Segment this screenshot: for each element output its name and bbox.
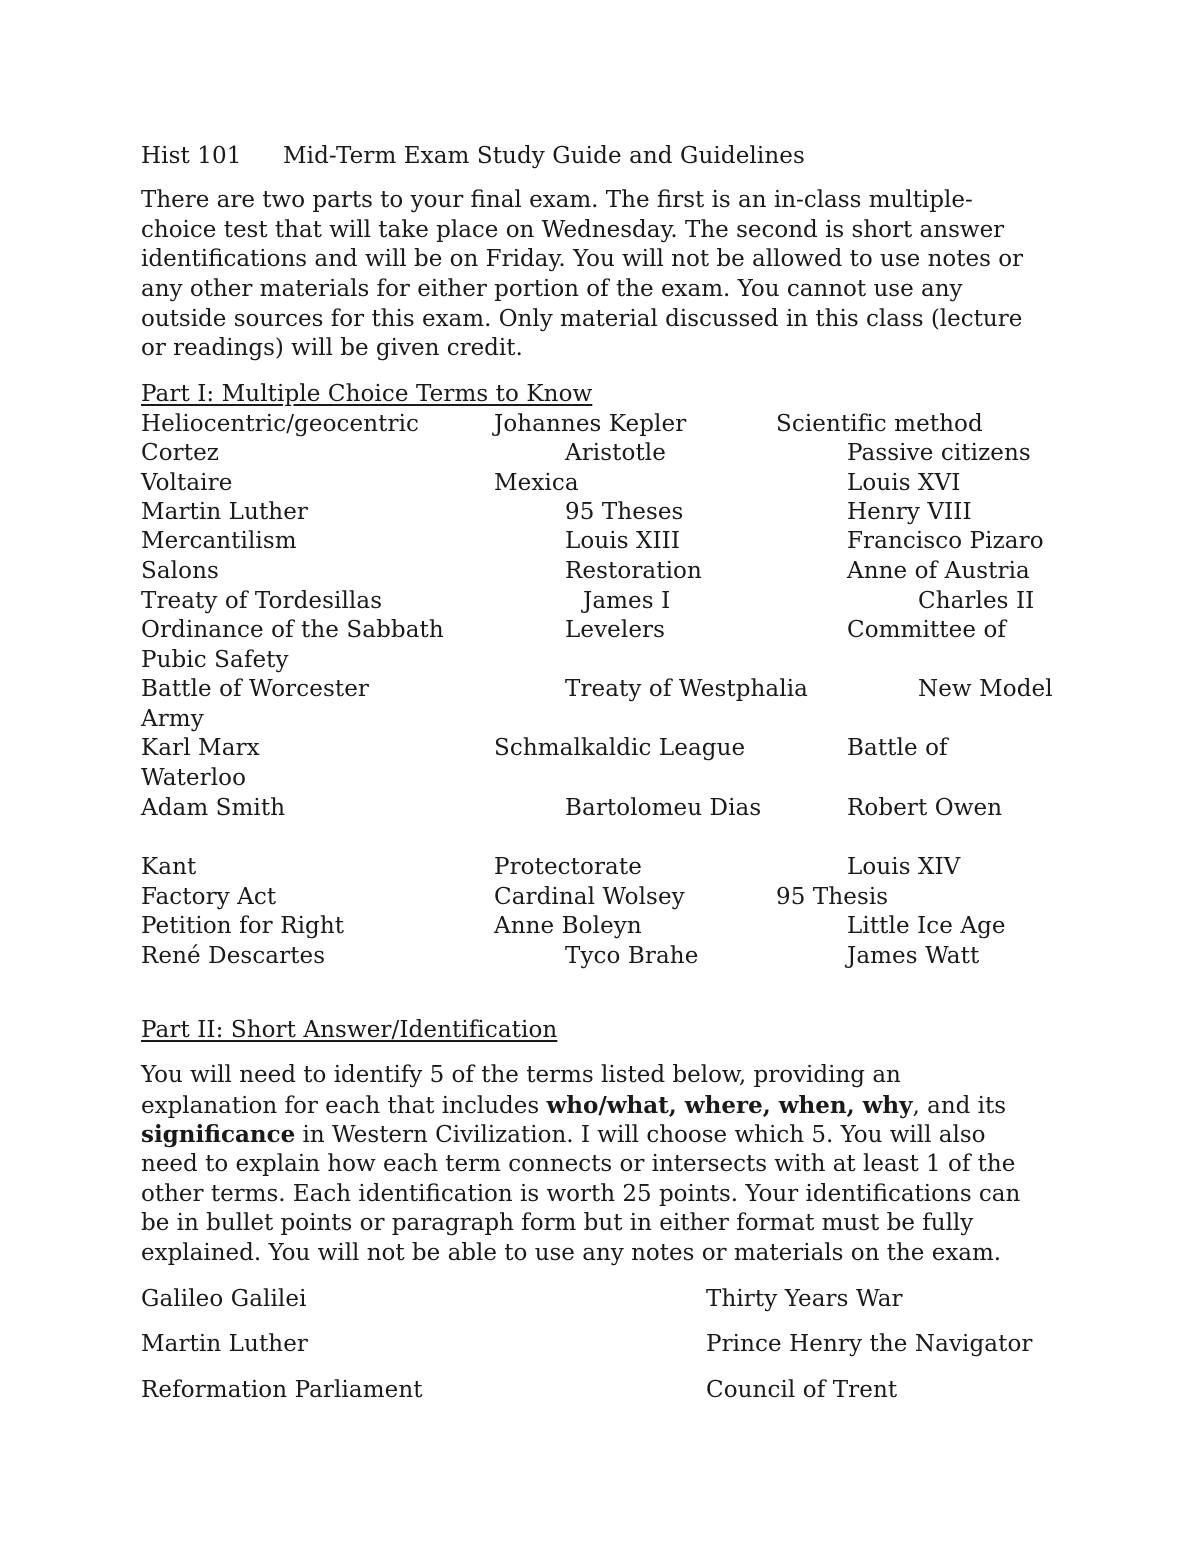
intro-paragraph <box>141 186 1023 364</box>
instruction-emphasis: who/what, where, when, why <box>546 1091 913 1119</box>
term: Little Ice Age <box>847 913 1006 939</box>
instruction-line: You will need to identify 5 of the terms listed below, providing an <box>141 1062 901 1088</box>
term: Adam Smith <box>141 795 286 821</box>
instruction-line: other terms. Each identification is worth 25 points. Your identifications can <box>141 1180 1021 1207</box>
term: Anne of Austria <box>847 558 1030 584</box>
term: James Watt <box>847 943 980 969</box>
term: Heliocentric/geocentric <box>141 411 420 437</box>
term: Mercantilism <box>141 528 297 554</box>
term: 95 Theses <box>565 499 684 525</box>
term: Charles II <box>918 588 1035 614</box>
term: Tyco Brahe <box>565 943 699 969</box>
term: Cortez <box>141 440 220 466</box>
instruction-line: explained. You will not be able to use any notes or materials on the exam. <box>141 1240 1002 1267</box>
term: Battle of <box>847 735 948 761</box>
term: Johannes Kepler <box>494 411 687 437</box>
term: Schmalkaldic League <box>494 735 746 761</box>
instruction-emphasis: significance <box>141 1121 296 1149</box>
term: 95 Thesis <box>776 884 889 910</box>
term: Aristotle <box>565 440 666 466</box>
term: Passive citizens <box>847 440 1031 466</box>
document-title: Mid-Term Exam Study Guide and Guidelines <box>283 143 805 169</box>
term: Henry VIII <box>847 499 972 525</box>
term: Restoration <box>565 558 702 584</box>
term: Salons <box>141 558 219 584</box>
term: Army <box>141 706 204 732</box>
term: Anne Boleyn <box>494 913 642 939</box>
instruction-text: , and its <box>912 1092 1007 1119</box>
instruction-line <box>141 1091 1020 1121</box>
term: Voltaire <box>141 470 233 496</box>
term: Martin Luther <box>141 499 309 525</box>
term: Petition for Right <box>141 913 345 939</box>
term: René Descartes <box>141 943 326 969</box>
term: Factory Act <box>141 884 277 910</box>
id-term: Thirty Years War <box>706 1286 903 1312</box>
instruction-line: need to explain how each term connects or intersects with at least 1 of the <box>141 1151 1016 1178</box>
intro-line: outside sources for this exam. Only material discussed in this class (lecture <box>141 305 1023 332</box>
id-term: Prince Henry the Navigator <box>706 1331 1033 1357</box>
term: Karl Marx <box>141 735 260 761</box>
part2-heading: Part II: Short Answer/Identification <box>141 1017 558 1043</box>
term: Ordinance of the Sabbath <box>141 617 444 643</box>
id-term: Reformation Parliament <box>141 1377 423 1403</box>
part2-instructions <box>141 1061 1020 1269</box>
id-term: Council of Trent <box>706 1377 898 1403</box>
intro-line: choice test that will take place on Wednesday. The second is short answer <box>141 216 1005 243</box>
term: Louis XIV <box>847 854 961 880</box>
term: James I <box>583 588 671 614</box>
id-term: Galileo Galilei <box>141 1286 307 1312</box>
term: Treaty of Tordesillas <box>141 588 383 614</box>
term: Francisco Pizaro <box>847 528 1044 554</box>
instruction-line: be in bullet points or paragraph form but in either format must be fully <box>141 1210 974 1237</box>
term: Mexica <box>494 470 579 496</box>
instruction-text: in Western Civilization. I will choose which 5. You will also <box>295 1122 986 1149</box>
term: Protectorate <box>494 854 642 880</box>
intro-line: or readings) will be given credit. <box>141 335 523 362</box>
term: Cardinal Wolsey <box>494 884 685 910</box>
course-code: Hist 101 <box>141 143 242 169</box>
term: Louis XIII <box>565 528 681 554</box>
term: Kant <box>141 854 197 880</box>
term: Battle of Worcester <box>141 676 370 702</box>
term: Levelers <box>565 617 666 643</box>
term: Louis XVI <box>847 470 961 496</box>
term: Treaty of Westphalia <box>565 676 808 702</box>
term: Committee of <box>847 617 1006 643</box>
term: Scientific method <box>776 411 983 437</box>
term: Pubic Safety <box>141 647 289 673</box>
id-term: Martin Luther <box>141 1331 309 1357</box>
intro-line: any other materials for either portion of the exam. You cannot use any <box>141 276 963 303</box>
term: Bartolomeu Dias <box>565 795 762 821</box>
term: Waterloo <box>141 765 247 791</box>
intro-line: There are two parts to your final exam. The first is an in-class multiple- <box>141 187 973 213</box>
instruction-text: explanation for each that includes <box>141 1092 547 1119</box>
intro-line: identifications and will be on Friday. You will not be allowed to use notes or <box>141 246 1024 273</box>
term: New Model <box>918 676 1053 702</box>
part1-heading: Part I: Multiple Choice Terms to Know <box>141 381 593 407</box>
instruction-line <box>141 1120 1020 1150</box>
term: Robert Owen <box>847 795 1003 821</box>
